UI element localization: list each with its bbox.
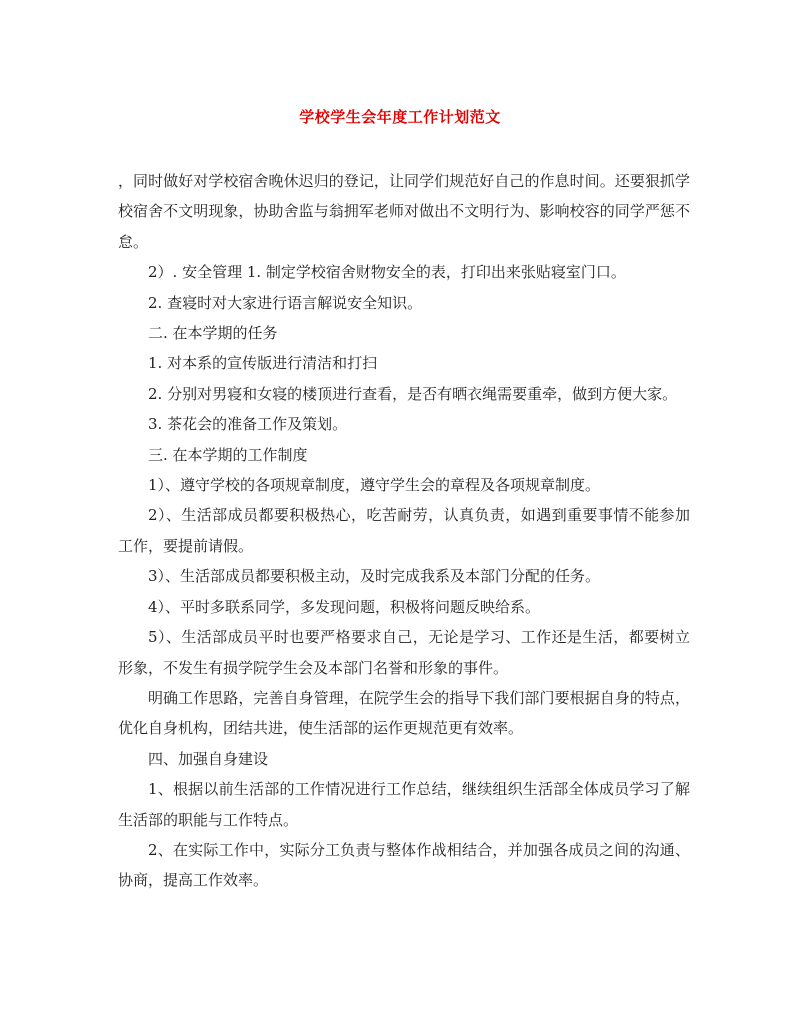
paragraph-1: ，同时做好对学校宿舍晚休迟归的登记，让同学们规范好自己的作息时间。还要狠抓学校宿舍不文明现象，协助舍监与翁拥军老师对做出不文明行为、影响校容的同学严惩不怠。 bbox=[118, 172, 690, 251]
paragraph-15: 四、加强自身建设 bbox=[148, 749, 269, 768]
paragraph-5: 1. 对本系的宣传版进行清洁和打扫 bbox=[148, 354, 378, 373]
paragraph-12: 4）、平时多联系同学，多发现问题，积极将问题反映给系。 bbox=[148, 597, 541, 616]
paragraph-9: 1）、遵守学校的各项规章制度，遵守学生会的章程及各项规章制度。 bbox=[148, 476, 601, 495]
paragraph-17: 2、在实际工作中，实际分工负责与整体作战相结合，并加强各成员之间的沟通、协商，提高工作效率。 bbox=[118, 840, 690, 890]
paragraph-14: 明确工作思路，完善自身管理，在院学生会的指导下我们部门要根据自身的特点，优化自身机构，团结共进，使生活部的运作更规范更有效率。 bbox=[118, 688, 690, 738]
paragraph-11: 3）、生活部成员都要积极主动，及时完成我系及本部门分配的任务。 bbox=[148, 567, 601, 586]
paragraph-4: 二. 在本学期的任务 bbox=[148, 324, 278, 343]
paragraph-13: 5）、生活部成员平时也要严格要求自己，无论是学习、工作还是生活，都要树立形象，不发生有损学院学生会及本部门名誉和形象的事件。 bbox=[118, 628, 690, 677]
paragraph-7: 3. 茶花会的准备工作及策划。 bbox=[148, 415, 348, 434]
paragraph-8: 三. 在本学期的工作制度 bbox=[148, 445, 308, 464]
paragraph-3: 2. 查寝时对大家进行语言解说安全知识。 bbox=[148, 293, 423, 312]
document-body bbox=[118, 166, 690, 896]
paragraph-10: 2）、生活部成员都要积极热心，吃苦耐劳，认真负责，如遇到重要事情不能参加工作，要提前请假。 bbox=[118, 506, 690, 555]
document-title: 学校学生会年度工作计划范文 bbox=[299, 108, 501, 126]
paragraph-16: 1、根据以前生活部的工作情况进行工作总结，继续组织生活部全体成员学习了解生活部的职能与工作特点。 bbox=[118, 780, 690, 829]
paragraph-2: 2）. 安全管理 1. 制定学校宿舍财物安全的表，打印出来张贴寝室门口。 bbox=[148, 263, 626, 282]
paragraph-6: 2. 分别对男寝和女寝的楼顶进行查看，是否有晒衣绳需要重牵，做到方便大家。 bbox=[148, 384, 678, 403]
